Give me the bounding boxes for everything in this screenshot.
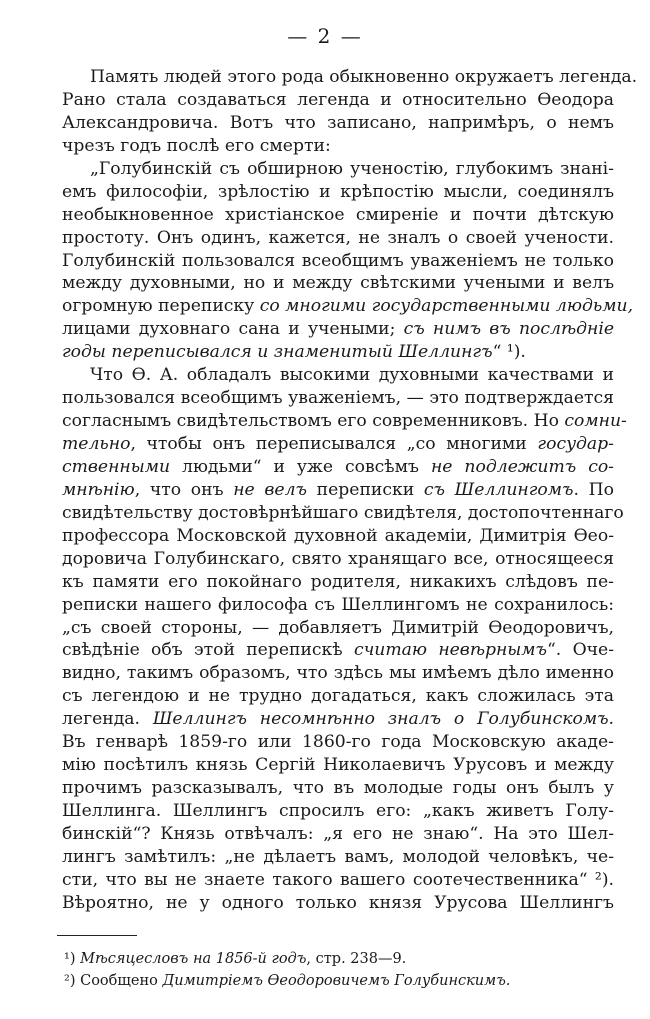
italic-emphasis: ственными	[62, 456, 171, 477]
text-run: , что онъ	[134, 479, 234, 500]
text-line	[62, 800, 614, 823]
text-run: “. Оче-	[547, 640, 614, 661]
text-line	[62, 227, 614, 250]
text-run: къ памяти его покойнаго родителя, никакихъ слѣдовъ пе-	[62, 571, 614, 592]
italic-emphasis: мнѣнію	[62, 479, 135, 500]
text-line	[62, 823, 614, 846]
italic-emphasis: считаю невѣрнымъ	[353, 640, 548, 661]
text-run: Александровича. Вотъ что записано, напримѣръ, о немъ	[62, 112, 614, 133]
text-line	[62, 456, 614, 479]
text-line	[62, 89, 614, 112]
text-run: профессора Московской духовной академіи, Димитрія Ѳео-	[62, 525, 614, 546]
text-line	[62, 754, 614, 777]
text-run: „съ своей стороны, — добавляетъ Димитрій Ѳеодоровичъ,	[62, 617, 614, 638]
page-number: — 2 —	[287, 24, 363, 48]
text-run: „Голубинскій съ обширною ученостію, глубокимъ знані-	[90, 158, 614, 179]
text-line	[62, 250, 614, 273]
text-run: доровича Голубинскаго, свято хранящаго все, относящееся	[62, 548, 614, 569]
text-line	[62, 181, 614, 204]
text-line	[62, 66, 638, 89]
text-run: реписки нашего философа съ Шеллингомъ не сохранилось:	[62, 594, 614, 615]
italic-emphasis: сомни-	[564, 411, 627, 432]
italic-emphasis: государ-	[537, 434, 614, 454]
text-run: лингъ замѣтилъ: „не дѣлаетъ вамъ, молодой человѣкъ, че-	[62, 846, 614, 867]
text-line	[62, 410, 627, 433]
italic-emphasis: Димитріемъ Ѳеодоровичемъ Голубинскимъ.	[162, 973, 511, 989]
text-run: Рано стала создаваться легенда и относительно Ѳеодора	[62, 89, 614, 110]
italic-emphasis: Шеллингъ несомнѣнно зналъ о Голубинскомъ.	[152, 709, 614, 730]
footnote	[64, 970, 624, 992]
text-run: Вѣроятно, не у одного только князя Урусова Шеллингъ	[62, 892, 614, 913]
text-run: огромную переписку	[62, 296, 260, 317]
text-line	[62, 892, 614, 915]
text-line	[62, 617, 614, 640]
text-run: лицами духовнаго сана и учеными;	[62, 319, 404, 340]
text-run: людьми“ и уже совсѣмъ	[170, 456, 431, 477]
text-run: бинскій“? Князь отвѣчалъ: „я его не знаю“. На это Шел-	[62, 823, 614, 844]
text-run: между духовными, но и между свѣтскими учеными и велъ	[62, 273, 614, 294]
text-run: Въ генварѣ 1859-го или 1860-го года Московскую акаде-	[62, 732, 614, 753]
text-run: съ легендою и не трудно догадаться, какъ сложилась эта	[62, 686, 614, 707]
text-run: простоту. Онъ одинъ, кажется, не зналъ о своей учености.	[62, 227, 614, 248]
text-run: согласнымъ свидѣтельствомъ его современниковъ. Но	[62, 411, 565, 432]
footnotes	[64, 948, 624, 992]
text-line	[62, 135, 614, 158]
text-run: мію посѣтилъ князь Сергій Николаевичъ Урусовъ и между	[62, 755, 614, 776]
text-line	[62, 662, 614, 685]
text-line	[62, 364, 614, 387]
text-run: Шеллинга. Шеллингъ спросилъ его: „какъ живетъ Голу-	[62, 801, 614, 821]
text-line	[62, 777, 614, 800]
italic-emphasis: не подлежитъ со-	[430, 456, 614, 477]
text-line	[62, 639, 614, 662]
text-line	[62, 846, 614, 869]
text-run: Сообщено	[80, 973, 163, 989]
text-line	[62, 594, 614, 617]
text-run: , чтобы онъ переписывался „со многими	[130, 434, 538, 454]
text-run: . По	[573, 479, 614, 500]
text-line	[62, 318, 614, 341]
text-run: легенда.	[62, 709, 153, 730]
text-line	[62, 548, 614, 571]
footnote	[64, 948, 624, 970]
italic-emphasis: съ Шеллингомъ	[423, 479, 574, 500]
body-text	[62, 66, 638, 915]
text-line	[62, 708, 614, 731]
text-run: чрезъ годъ послѣ его смерти:	[62, 135, 331, 156]
text-run: свѣдѣніе объ этой перепискѣ	[62, 640, 354, 661]
text-line	[62, 731, 614, 754]
text-line	[62, 571, 614, 594]
footnote-mark: ¹)	[64, 951, 81, 967]
text-run: переписки	[306, 479, 424, 500]
italic-emphasis: съ нимъ въ послѣдніе	[403, 319, 615, 340]
text-line	[62, 272, 614, 295]
text-line	[62, 479, 614, 502]
text-line	[62, 341, 614, 364]
footnote-divider	[57, 935, 137, 936]
text-line	[62, 525, 614, 548]
text-run: необыкновенное христіанское смиреніе и почти дѣтскую	[62, 204, 614, 225]
text-run: Голубинскій пользовался всеобщимъ уваженіемъ не только	[62, 250, 614, 271]
text-run: видно, такимъ образомъ, что здѣсь мы имѣемъ дѣло именно	[62, 663, 614, 684]
text-run: пользовался всеобщимъ уваженіемъ, — это подтверждается	[62, 388, 614, 409]
text-line	[62, 685, 614, 708]
text-line	[62, 158, 614, 181]
text-run: емъ философіи, зрѣлостію и крѣпостію мысли, соединялъ	[62, 181, 614, 202]
italic-emphasis: не велъ	[233, 479, 307, 500]
text-line	[62, 295, 634, 318]
text-run: Что Ѳ. А. обладалъ высокими духовными качествами и	[90, 365, 614, 386]
text-run: “ ¹).	[492, 342, 526, 363]
text-line	[62, 204, 614, 227]
italic-emphasis: Мѣсяцесловъ на 1856-й годъ	[80, 951, 307, 967]
text-line	[62, 112, 614, 135]
text-run: свидѣтельству достовѣрнѣйшаго свидѣтеля, достопочтеннаго	[62, 502, 624, 523]
footnote-mark: ²)	[64, 973, 81, 989]
italic-emphasis: со многими государственными людьми,	[259, 296, 634, 317]
text-run: , стр. 238—9.	[306, 951, 407, 967]
italic-emphasis: тельно	[62, 434, 131, 454]
text-line	[62, 433, 614, 456]
text-line	[62, 869, 614, 892]
text-run: прочимъ разсказывалъ, что въ молодые годы онъ былъ у	[62, 778, 614, 799]
italic-emphasis: годы переписывался и знаменитый Шеллингъ	[62, 342, 493, 363]
text-run: Память людей этого рода обыкновенно окружаетъ легенда.	[90, 67, 638, 87]
text-line	[62, 387, 614, 410]
text-run: сти, что вы не знаете такого вашего соотечественника“ ²).	[62, 869, 614, 890]
text-line	[62, 502, 624, 525]
